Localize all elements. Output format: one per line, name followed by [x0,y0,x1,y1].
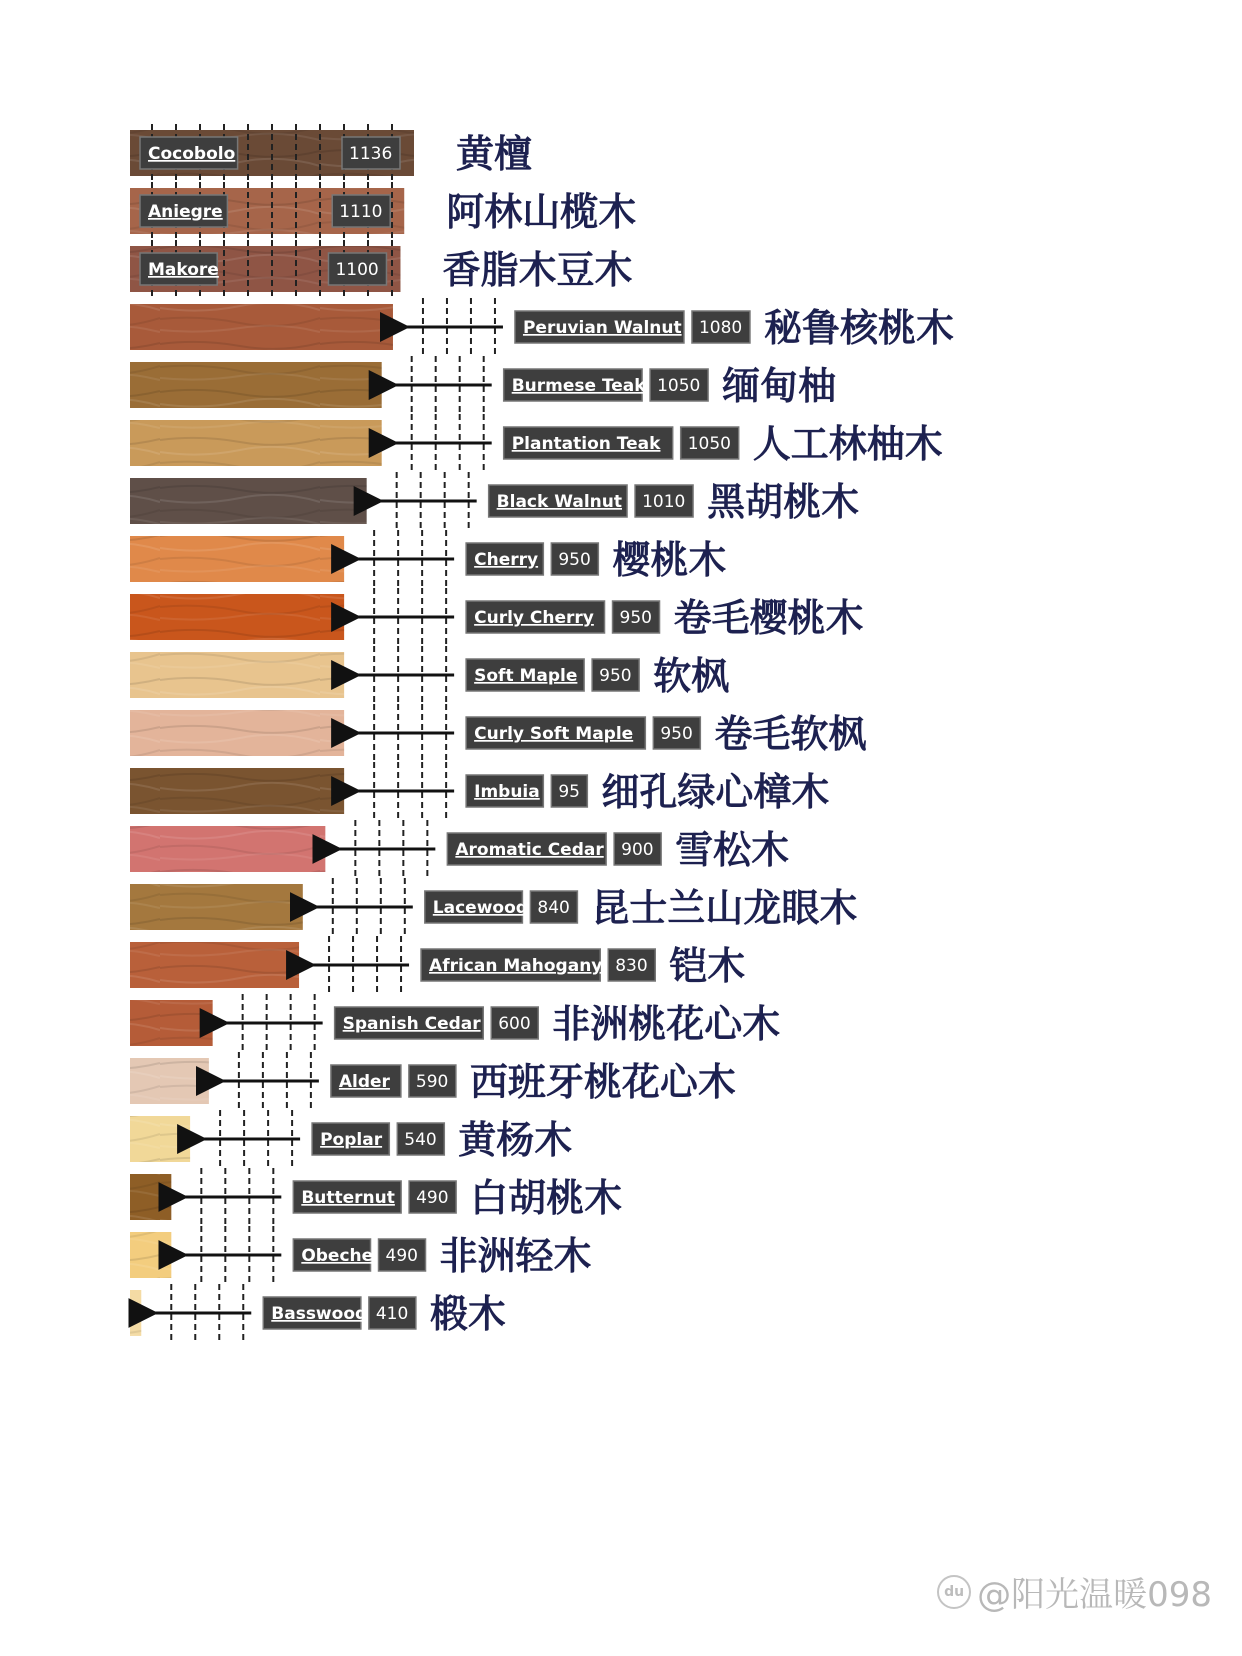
value-tag-17 [409,1065,456,1097]
value-tag-1 [342,137,400,169]
cn-label-7: 黑胡桃木 [707,480,860,524]
value-label-11: 950 [660,724,693,744]
cn-label-5: 缅甸柚 [722,364,837,408]
value-label-13: 900 [621,840,654,860]
cn-label-8: 樱桃木 [612,538,727,582]
value-label-19: 490 [416,1188,449,1208]
value-tag-11 [653,717,700,749]
value-tag-20 [379,1239,426,1271]
value-tag-6 [681,427,739,459]
value-tag-2 [332,195,390,227]
value-label-18: 540 [404,1130,437,1150]
name-tag-16 [335,1007,484,1039]
value-tag-16 [491,1007,538,1039]
value-label-10: 950 [599,666,632,686]
name-label-17: Alder [338,1072,390,1092]
name-label-10: Soft Maple [474,666,578,686]
name-tag-12 [466,775,543,807]
cn-label-9: 卷毛樱桃木 [673,596,864,640]
cn-label-3: 香脂木豆木 [442,248,633,292]
value-tag-14 [530,891,577,923]
value-label-5: 1050 [657,376,701,396]
value-tag-5 [650,369,708,401]
value-tag-8 [551,543,598,575]
name-label-14: Lacewood [432,898,528,918]
watermark [937,1567,1212,1616]
name-tag-11 [466,717,645,749]
name-tag-15 [421,949,602,981]
name-tag-6 [504,427,673,459]
name-label-7: Black Walnut [496,492,623,512]
value-tag-18 [397,1123,444,1155]
value-tag-10 [592,659,639,691]
watermark-logo-icon: du [937,1575,971,1609]
name-tag-14 [425,891,528,923]
name-label-4: Peruvian Walnut [522,318,682,338]
cn-label-12: 细孔绿心樟木 [601,770,830,814]
name-label-11: Curly Soft Maple [474,724,634,744]
name-tag-4 [515,311,684,343]
name-tag-1 [140,137,238,169]
cn-label-17: 西班牙桃花心木 [469,1060,736,1104]
value-label-3: 1100 [335,260,379,280]
name-label-1: Cocobolo [148,144,236,164]
name-tag-17 [331,1065,401,1097]
value-label-9: 950 [619,608,652,628]
value-label-1: 1136 [349,144,393,164]
name-tag-8 [466,543,543,575]
cn-label-6: 人工林柚木 [752,422,943,466]
value-label-7: 1010 [642,492,686,512]
value-label-12: 95 [558,782,580,802]
cn-label-15: 铠木 [669,944,746,988]
cn-label-19: 白胡桃木 [470,1176,623,1220]
cn-label-2: 阿林山榄木 [446,190,637,234]
cn-label-20: 非洲轻木 [439,1234,592,1278]
name-label-8: Cherry [474,550,539,570]
value-label-14: 840 [537,898,570,918]
name-label-6: Plantation Teak [511,434,661,454]
value-label-2: 1110 [339,202,383,222]
value-label-17: 590 [415,1072,449,1092]
value-tag-9 [613,601,660,633]
value-label-4: 1080 [698,318,743,338]
name-tag-13 [447,833,606,865]
value-label-8: 950 [558,550,591,570]
name-tag-9 [466,601,604,633]
name-tag-7 [489,485,627,517]
value-tag-13 [614,833,661,865]
cn-label-1: 黄檀 [456,132,533,176]
value-label-20: 490 [385,1246,418,1266]
value-tag-7 [635,485,693,517]
name-label-13: Aromatic Cedar [455,840,604,860]
name-tag-19 [293,1181,401,1213]
value-label-15: 830 [615,956,648,976]
cn-label-10: 软枫 [653,654,730,698]
name-label-9: Curly Cherry [474,608,594,628]
value-label-16: 600 [498,1014,531,1034]
name-tag-5 [504,369,647,401]
cn-label-11: 卷毛软枫 [714,712,867,756]
name-tag-20 [293,1239,373,1271]
name-tag-18 [312,1123,389,1155]
name-tag-21 [263,1297,367,1329]
name-label-2: Aniegre [148,202,223,222]
value-tag-3 [328,253,386,285]
name-label-5: Burmese Teak [511,376,646,396]
cn-label-13: 雪松木 [675,828,790,872]
value-label-6: 1050 [687,434,731,454]
value-tag-19 [409,1181,456,1213]
cn-label-16: 非洲桃花心木 [552,1002,781,1046]
name-tag-10 [466,659,584,691]
cn-label-4: 秘鲁核桃木 [763,306,954,350]
name-label-16: Spanish Cedar [342,1014,481,1034]
value-tag-12 [551,775,587,807]
value-label-21: 410 [375,1304,409,1324]
cn-label-14: 昆士兰山龙眼木 [591,886,858,930]
watermark-text: @阳光温暖098 [977,1575,1212,1615]
name-label-19: Butternut [301,1188,395,1208]
name-tag-2 [140,195,227,227]
name-label-15: African Mahogany [429,956,603,976]
name-label-21: Basswood [271,1304,368,1324]
cn-label-18: 黄杨木 [458,1118,573,1162]
value-tag-15 [608,949,655,981]
value-tag-21 [369,1297,416,1329]
name-label-12: Imbuia [474,782,540,802]
bar-series [130,124,954,1342]
value-tag-4 [692,311,750,343]
name-tag-3 [140,253,219,285]
cn-label-21: 椴木 [429,1292,506,1336]
name-label-20: Obeche [301,1246,374,1266]
name-label-3: Makore [148,260,219,280]
name-label-18: Poplar [320,1130,383,1150]
